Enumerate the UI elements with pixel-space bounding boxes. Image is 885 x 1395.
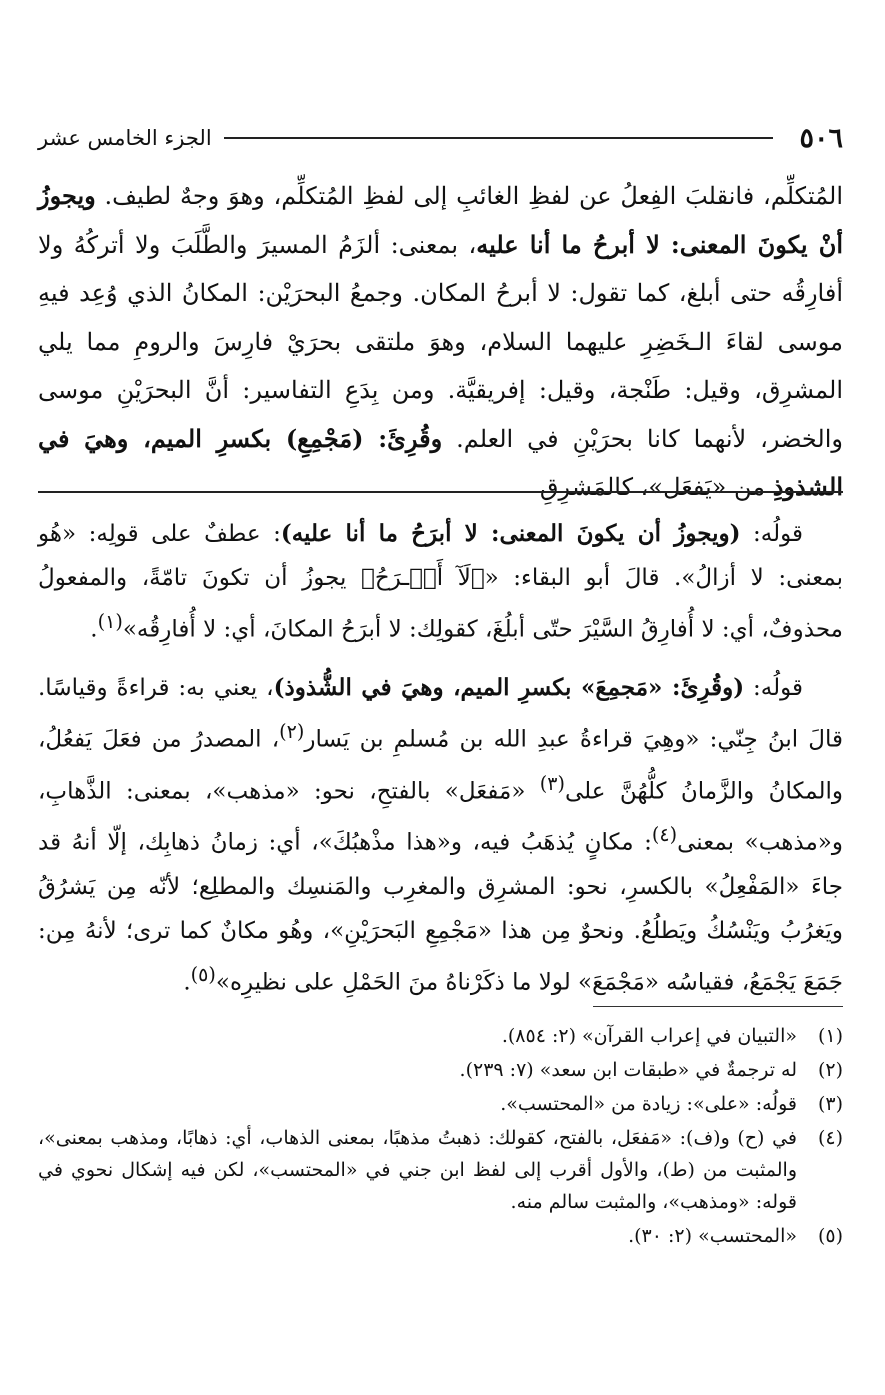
footnotes-separator bbox=[593, 1006, 843, 1007]
footnote bbox=[38, 1122, 843, 1218]
commentary-quote: (وقُرِئَ: «مَجمِعَ» بكسرِ الميم، وهيَ في الشُّذوذ) bbox=[273, 674, 745, 701]
footnote-ref: (٢) bbox=[279, 720, 305, 743]
footnote-text: «التبيان في إعراب القرآن» (٢: ٨٥٤). bbox=[501, 1025, 797, 1047]
commentary-text: : عطفٌ على قولِه: «هُو بمعنى: لا أزالُ». قالَ أبو البقاء: «﴿لَآ أَبۡـرَحُ﴾ يجوزُ أن تكونَ تامّةً، والمفعولُ محذوفٌ، أي: لا أُفارِقُ السَّيْرَ حتّى أبلُغَ، كقولِك: لا أبرَحُ المكانَ، أي: لا أُفارِقُه» bbox=[38, 521, 843, 643]
header-rule bbox=[224, 137, 774, 139]
footnote-number: (٥) bbox=[817, 1225, 843, 1247]
footnote bbox=[38, 1054, 843, 1086]
footnote-number: (٣) bbox=[817, 1093, 843, 1115]
main-text-bold-segment: وقُرِئَ: (مَجْمِعِ) بكسرِ الميم، وهيَ في الشذوذِ bbox=[38, 423, 843, 501]
page-number: ٥٠٦ bbox=[799, 122, 843, 154]
footnote-ref: (٥) bbox=[190, 962, 216, 986]
footnote-text: «المحتسب» (٢: ٣٠). bbox=[628, 1225, 797, 1247]
footnote bbox=[38, 1088, 843, 1120]
commentary-text: ، المصدرُ من فعَلَ يَفعُلُ، والمكانُ والزَّمانُ كلُّهُنَّ على bbox=[38, 726, 843, 805]
footnote-number: (١) bbox=[817, 1025, 843, 1047]
footnote-text: في (ح) و(ف): «مَفعَل، بالفتح، كقولك: ذهبتُ مذهبًا، بمعنى الذهاب، أي: ذهابًا، ومذهب بمعنى»، والمثبت من (ط)، والأول أقرب إلى لفظ ابن جني في «المحتسب»، لكن فيه إشكال نحوي في قوله: «ومذهب»، والمثبت سالم منه. bbox=[38, 1127, 797, 1213]
footnote-number: (٢) bbox=[817, 1059, 843, 1081]
main-text-separator bbox=[38, 491, 843, 493]
main-text-segment: المُتكلِّم، فانقلبَ الفِعلُ عن لفظِ الغائبِ إلى لفظِ المُتكلِّم، وهوَ وجهٌ لطيف. bbox=[95, 182, 843, 210]
footnote-number: (٤) bbox=[817, 1127, 843, 1149]
footnote bbox=[38, 1220, 843, 1252]
running-title: الجزء الخامس عشر bbox=[38, 126, 212, 150]
commentary-quote: (ويجوزُ أن يكونَ المعنى: لا أبرَحُ ما أنا عليه) bbox=[280, 520, 741, 547]
footnote-ref: (٤) bbox=[651, 823, 678, 847]
footnote-ref: (١) bbox=[97, 610, 123, 633]
main-text-segment: ، بمعنى: ألزَمُ المسيرَ والطَّلَبَ ولا أتركُهُ ولا أفارِقُه حتى أبلغ، كما تقول: لا أبرحُ المكان. وجمعُ البحرَيْن: المكانُ الذي وُعِد فيهِ موسى لقاءَ الـخَضِرِ عليهما السلام، وهوَ ملتقى بحرَيْ فارِسَ والرومِ مما يلي المشرِق، وقيل: طَنْجة، وقيل: إفريقيَّة. ومن بِدَعِ التفاسير: أنَّ البحرَيْنِ موسى والخضر، لأنهما كانا بحرَيْنِ في العلم. bbox=[38, 230, 843, 453]
commentary-intro: قولُه: bbox=[740, 521, 803, 547]
commentary-text: ، يعني به: قراءةً وقياسًا. قالَ ابنُ جِنّي: «وهِيَ قراءةُ عبدِ الله بن مُسلمِ بن يَسار bbox=[38, 675, 843, 753]
page-header bbox=[38, 118, 843, 158]
footnote bbox=[38, 1020, 843, 1052]
commentary-text: : مكانٍ يُذهَبُ فيه، و«هذا مذْهبُكَ»، أي: زمانُ ذهابِك، إلّا أنهُ قد جاءَ «المَفْعِلُ» بالكسرِ، نحو: المشرِق والمغرِب والمَنسِك والمطلِع؛ لأنّه مِن يَشرُقُ ويَغرُبُ ويَنْسُكُ ويَطلُعُ. ونحوٌ مِن هذا «مَجْمِعِ البَحرَيْنِ»، وهُو مكانٌ كما ترى؛ لأنهُ مِن: جَمَعَ يَجْمَعُ، فقياسُه «مَجْمَعَ» لولا ما ذكَرْناهُ منَ الحَمْلِ على نظيرِه» bbox=[38, 829, 843, 996]
main-text bbox=[38, 172, 843, 512]
footnote-text: له ترجمةٌ في «طبقات ابن سعد» (٧: ٢٣٩). bbox=[459, 1059, 797, 1081]
commentary-text: «مَفعَل» بالفتحِ، نحو: «مذهب»، بمعنى: الذَّهابِ، و«مذهب» بمعنى bbox=[38, 778, 843, 856]
footnote-text: قولُه: «على»: زيادة من «المحتسب». bbox=[500, 1093, 797, 1115]
commentary-end: . bbox=[183, 969, 191, 996]
commentary-paragraph bbox=[38, 512, 843, 652]
main-text-bold-segment: ويجوزُ أنْ يكونَ المعنى: لا أبرحُ ما أنا عليه bbox=[38, 181, 843, 259]
commentary-intro: قولُه: bbox=[744, 675, 803, 701]
commentary-paragraph bbox=[38, 666, 843, 1005]
footnote-ref: (٣) bbox=[539, 771, 565, 795]
commentary-end: . bbox=[90, 616, 98, 643]
main-text-segment: من «يَفعَل»، كالمَشرِقِ bbox=[539, 473, 773, 501]
footnotes bbox=[38, 1020, 843, 1254]
